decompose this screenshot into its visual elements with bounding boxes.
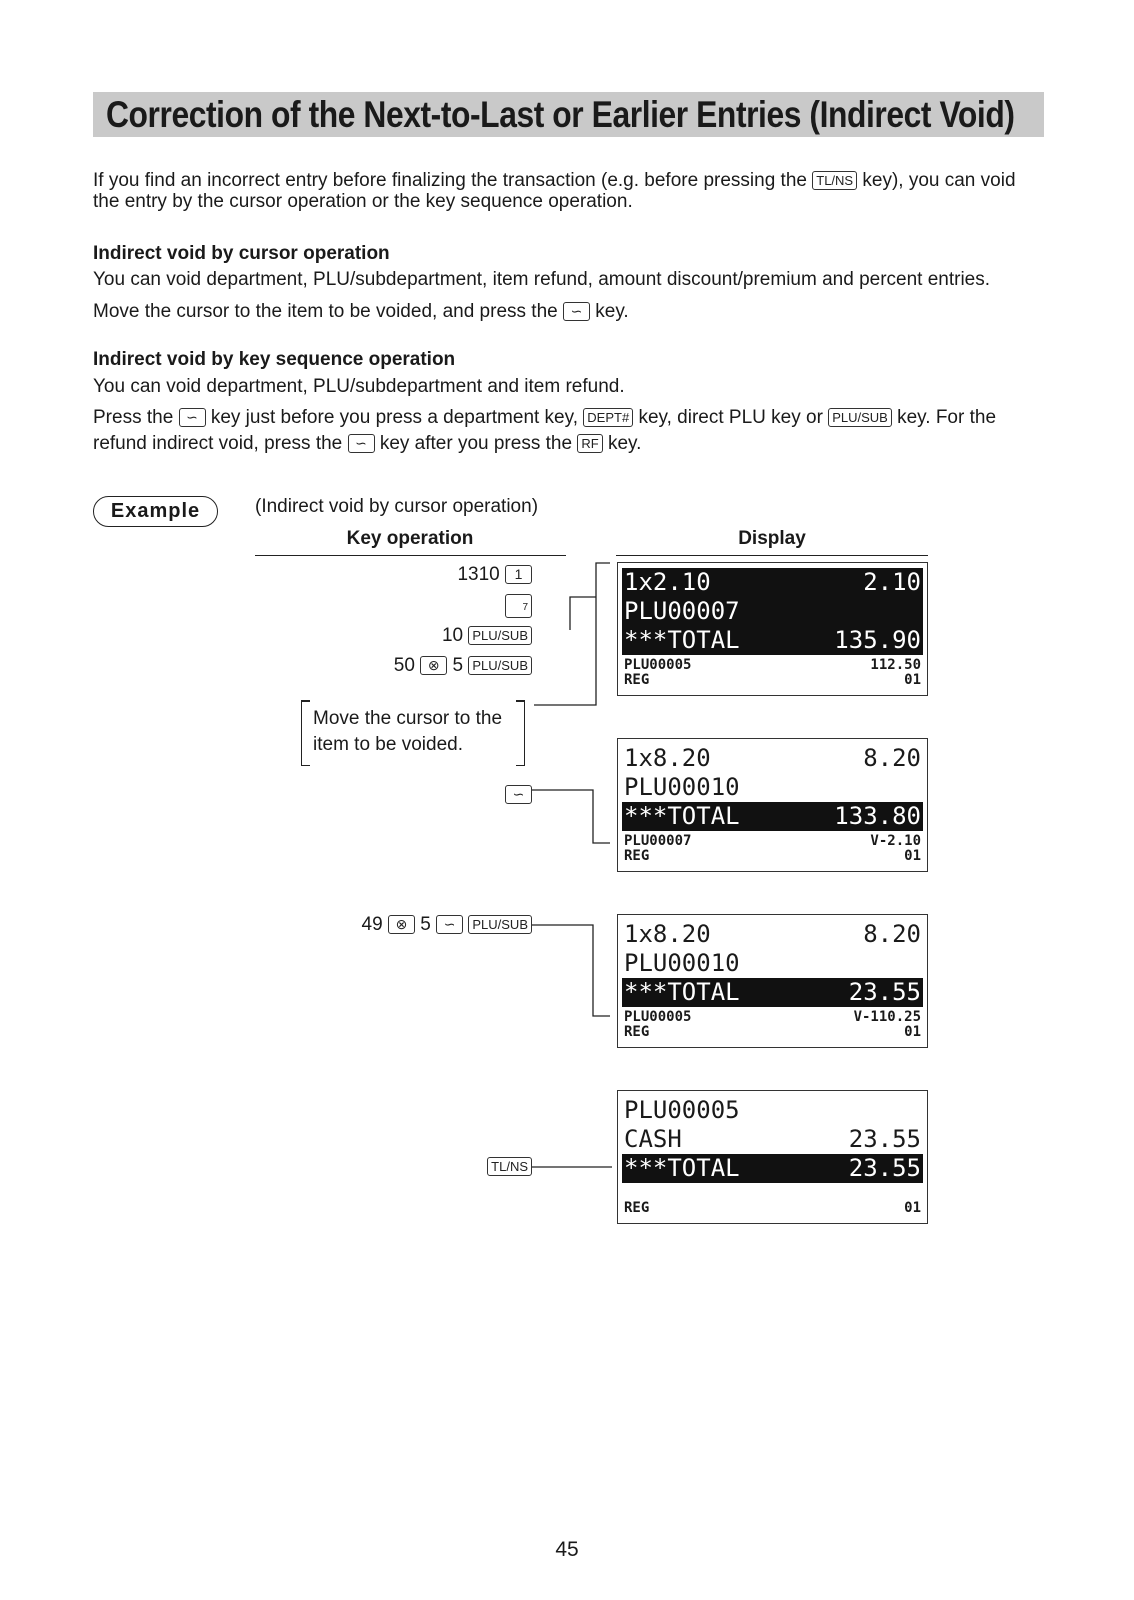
section2-text-a: Press the bbox=[93, 407, 174, 428]
plu-sub-key: PLU/SUB bbox=[828, 408, 892, 427]
display-text: PLU00005 bbox=[624, 1009, 692, 1025]
display-small-line bbox=[622, 658, 923, 673]
connector-lines bbox=[520, 555, 620, 1195]
display-value: 8.20 bbox=[863, 920, 921, 948]
display-value: 23.55 bbox=[848, 1154, 921, 1182]
display-value: V-110.25 bbox=[853, 1009, 921, 1025]
display-text: PLU00010 bbox=[624, 949, 740, 977]
key-row-4-number: 50 bbox=[393, 655, 415, 676]
display-total-line bbox=[622, 978, 923, 1007]
display-total-line bbox=[622, 1154, 923, 1183]
display-text: 1x8.20 bbox=[624, 920, 711, 948]
display-text: ***TOTAL bbox=[624, 978, 740, 1006]
section2-line-2 bbox=[93, 407, 996, 428]
section2-text-e: refund indirect void, press the bbox=[93, 433, 343, 454]
display-line bbox=[622, 597, 923, 626]
display-text: REG bbox=[624, 672, 650, 688]
display-value: 112.50 bbox=[870, 657, 921, 673]
display-line bbox=[622, 1096, 923, 1125]
bracket-tl bbox=[302, 700, 310, 702]
connector-display-3 bbox=[532, 925, 610, 1016]
rf-key: RF bbox=[577, 434, 602, 453]
display-text: PLU00010 bbox=[624, 773, 740, 801]
display-text: REG bbox=[624, 1024, 650, 1040]
display-value: 01 bbox=[904, 848, 921, 864]
intro-text-a: If you find an incorrect entry before finalizing the transaction (e.g. before pressing the bbox=[93, 170, 807, 191]
display-total-line bbox=[622, 626, 923, 655]
display-text: ***TOTAL bbox=[624, 1154, 740, 1182]
display-line bbox=[622, 1125, 923, 1154]
section2-text-c: key, direct PLU key or bbox=[638, 407, 823, 428]
display-rule bbox=[616, 555, 928, 556]
display-text: 1x8.20 bbox=[624, 744, 711, 772]
display-value: 01 bbox=[904, 1024, 921, 1040]
display-small-line bbox=[622, 673, 923, 688]
display-text: PLU00007 bbox=[624, 833, 692, 849]
note-bracket bbox=[301, 700, 525, 766]
void-key-icon: ∽ bbox=[563, 302, 590, 321]
display-value: 2.10 bbox=[863, 568, 921, 596]
page-title: Correction of the Next-to-Last or Earlier Entries (Indirect Void) bbox=[106, 94, 1015, 135]
display-line bbox=[622, 773, 923, 802]
example-caption: (Indirect void by cursor operation) bbox=[255, 496, 539, 517]
display-screen-1 bbox=[617, 562, 928, 696]
key-row-6-number: 49 bbox=[361, 914, 383, 935]
key-row-6 bbox=[362, 914, 532, 936]
display-small-line bbox=[622, 849, 923, 864]
void-key-icon: ∽ bbox=[348, 434, 375, 453]
display-text: PLU00005 bbox=[624, 657, 692, 673]
key-row-3 bbox=[442, 625, 532, 647]
plu-sub-key: PLU/SUB bbox=[468, 626, 532, 645]
key-row-6-number-2: 5 bbox=[420, 914, 431, 935]
key-operation-header: Key operation bbox=[346, 528, 474, 549]
section1-line-2 bbox=[93, 301, 629, 322]
display-text: REG bbox=[624, 1200, 650, 1216]
void-key-icon: ∽ bbox=[179, 408, 206, 427]
section1-line-1: You can void department, PLU/subdepartment, item refund, amount discount/premium and percent entries. bbox=[93, 269, 991, 290]
display-text: REG bbox=[624, 848, 650, 864]
display-small-line bbox=[622, 834, 923, 849]
display-line bbox=[622, 744, 923, 773]
display-text: PLU00005 bbox=[624, 1096, 740, 1124]
display-screen-4 bbox=[617, 1090, 928, 1224]
display-small-line bbox=[622, 1201, 923, 1216]
numeric-key-1: 1 bbox=[505, 565, 532, 584]
display-text: CASH bbox=[624, 1125, 682, 1153]
plu-sub-key: PLU/SUB bbox=[468, 915, 532, 934]
page-number: 45 bbox=[555, 1538, 579, 1561]
section2-text-f: key after you press the bbox=[379, 433, 573, 454]
key-row-1-number: 1310 bbox=[457, 564, 500, 585]
display-line bbox=[622, 949, 923, 978]
key-row-4-number-2: 5 bbox=[452, 655, 464, 676]
display-text: ***TOTAL bbox=[624, 626, 740, 654]
display-text: 1x2.10 bbox=[624, 568, 711, 596]
note-text: Move the cursor to the item to be voided. bbox=[313, 708, 503, 755]
dept-key-7: 7 bbox=[505, 594, 532, 618]
void-key-icon: ∽ bbox=[436, 915, 463, 934]
dept-key: DEPT# bbox=[583, 408, 633, 427]
key-row-4 bbox=[394, 655, 532, 677]
section2-text-d: key. For the bbox=[897, 407, 997, 428]
display-small-line bbox=[622, 1010, 923, 1025]
multiply-key-icon: ⊗ bbox=[420, 656, 447, 675]
section2-text-b: key just before you press a department key, bbox=[210, 407, 578, 428]
display-small-line bbox=[622, 1025, 923, 1040]
display-value: 23.55 bbox=[848, 978, 921, 1006]
intro-line-2: the entry by the cursor operation or the key sequence operation. bbox=[93, 191, 633, 212]
display-value: 01 bbox=[904, 672, 921, 688]
bracket-bl bbox=[302, 765, 310, 767]
display-value: V-2.10 bbox=[870, 833, 921, 849]
display-value: 135.90 bbox=[834, 626, 921, 654]
connector-display-1b bbox=[570, 597, 596, 630]
section1-text-a: Move the cursor to the item to be voided, and press the bbox=[93, 301, 558, 322]
section1-text-b: key. bbox=[595, 301, 629, 322]
connector-display-2 bbox=[532, 790, 610, 843]
display-value: 01 bbox=[904, 1200, 921, 1216]
section2-text-g: key. bbox=[607, 433, 642, 454]
intro-line-1 bbox=[93, 170, 1016, 191]
multiply-key-icon: ⊗ bbox=[388, 915, 415, 934]
void-key-icon: ∽ bbox=[505, 785, 532, 804]
display-text: ***TOTAL bbox=[624, 802, 740, 830]
key-row-3-number: 10 bbox=[441, 625, 464, 646]
display-header: Display bbox=[738, 528, 806, 549]
display-value: 8.20 bbox=[863, 744, 921, 772]
tlns-key: TL/NS bbox=[487, 1157, 532, 1176]
intro-text-b: key), you can void bbox=[862, 170, 1016, 191]
example-label: Example bbox=[93, 496, 218, 527]
plu-sub-key: PLU/SUB bbox=[468, 656, 532, 675]
display-screen-3 bbox=[617, 914, 928, 1048]
display-text: PLU00007 bbox=[624, 597, 740, 625]
section1-heading: Indirect void by cursor operation bbox=[93, 243, 390, 264]
display-total-line bbox=[622, 802, 923, 831]
tlns-key: TL/NS bbox=[812, 171, 857, 190]
section2-line-3 bbox=[93, 433, 641, 454]
section2-heading: Indirect void by key sequence operation bbox=[93, 349, 456, 370]
display-line bbox=[622, 920, 923, 949]
key-operation-column bbox=[255, 560, 532, 1260]
display-value: 133.80 bbox=[834, 802, 921, 830]
display-screen-2 bbox=[617, 738, 928, 872]
display-value: 23.55 bbox=[848, 1125, 921, 1153]
connector-display-1 bbox=[534, 563, 610, 705]
section2-line-1: You can void department, PLU/subdepartment and item refund. bbox=[93, 376, 625, 397]
display-line bbox=[622, 568, 923, 597]
